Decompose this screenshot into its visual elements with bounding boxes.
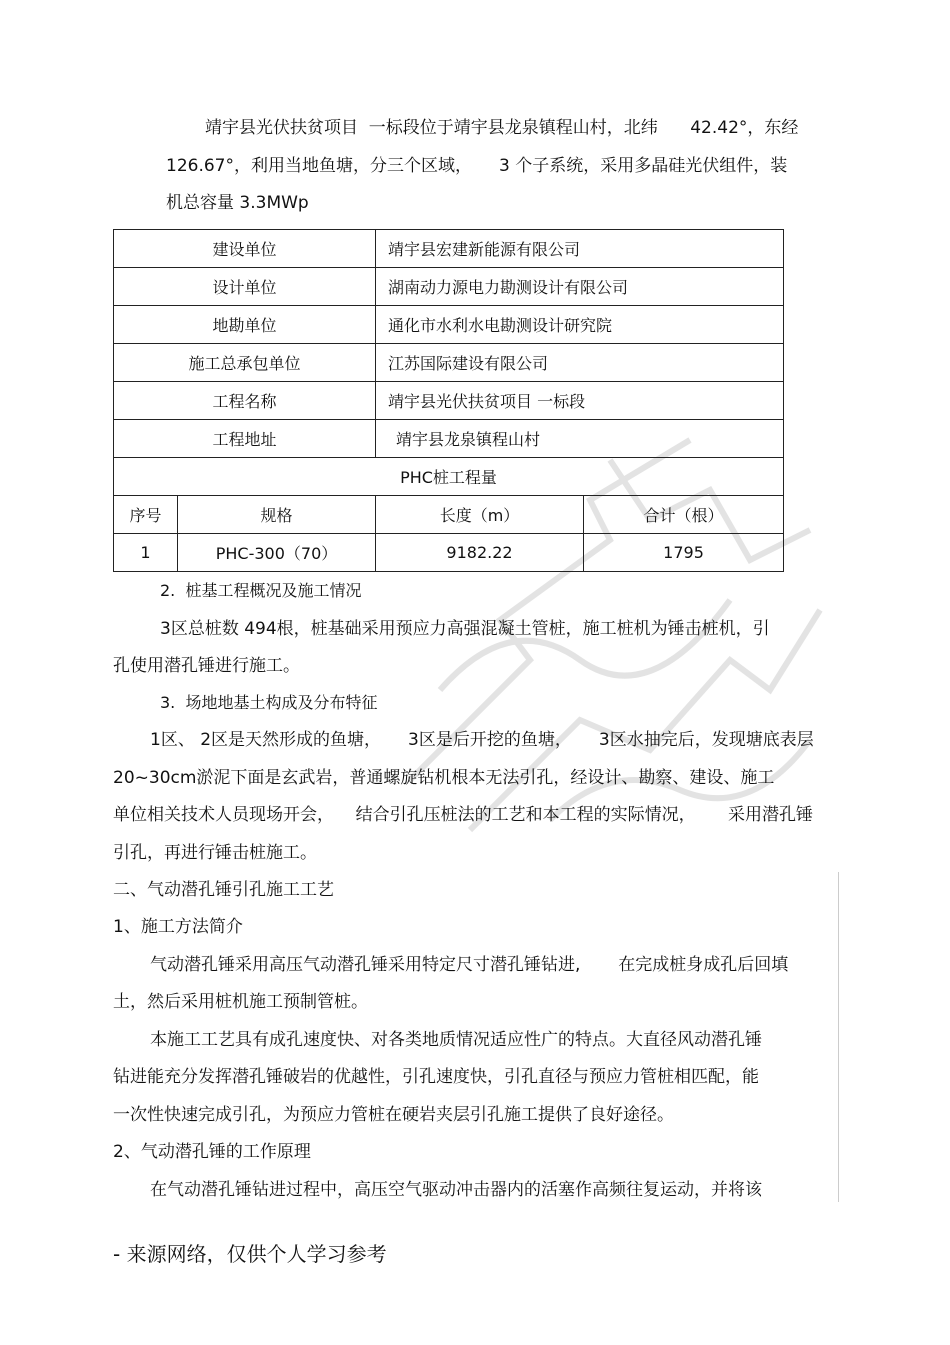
table-row: [114, 458, 784, 496]
table-row: [114, 306, 784, 344]
table-row: [114, 420, 784, 458]
table-row: [114, 268, 784, 306]
info-value: 靖宇县光伏扶贫项目 一标段: [376, 382, 784, 420]
info-label: 施工总承包单位: [114, 344, 376, 382]
column-header: 序号: [114, 496, 178, 534]
paragraph-1-line-2: 土，然后采用桩机施工预制管桩。: [113, 992, 368, 1012]
section-3-line-1: 1区、 2区是天然形成的鱼塘， 3区是后开挖的鱼塘， 3区水抽完后，发现塘底表层: [150, 730, 814, 750]
column-header: 合计（根）: [584, 496, 784, 534]
info-value: 靖宇县宏建新能源有限公司: [376, 230, 784, 268]
info-value: 湖南动力源电力勘测设计有限公司: [376, 268, 784, 306]
section-3-line-4: 引孔，再进行锤击桩施工。: [113, 843, 317, 863]
section-2-line-1: 3区总桩数 494根，桩基础采用预应力高强混凝土管桩，施工桩机为锤击桩机，引: [160, 619, 770, 639]
info-value: 江苏国际建设有限公司: [376, 344, 784, 382]
intro-line-2: 126.67°，利用当地鱼塘，分三个区域， 3 个子系统，采用多晶硅光伏组件，装: [166, 156, 788, 176]
info-label: 工程地址: [114, 420, 376, 458]
intro-line-1: 靖宇县光伏扶贫项目 一标段位于靖宇县龙泉镇程山村，北纬 42.42°，东经: [205, 118, 799, 138]
paragraph-3-line-1: 在气动潜孔锤钻进过程中，高压空气驱动冲击器内的活塞作高频往复运动，并将该: [150, 1180, 762, 1200]
table-cell: 1795: [584, 534, 784, 572]
paragraph-1-line-1: 气动潜孔锤采用高压气动潜孔锤采用特定尺寸潜孔锤钻进, 在完成桩身成孔后回填: [150, 955, 789, 975]
table-header-row: [114, 496, 784, 534]
section-3-line-2: 20~30cm淤泥下面是玄武岩，普通螺旋钻机根本无法引孔，经设计、勘察、建设、施工: [113, 768, 775, 788]
info-label: 工程名称: [114, 382, 376, 420]
table-row: [114, 230, 784, 268]
paragraph-2-line-1: 本施工工艺具有成孔速度快、对各类地质情况适应性广的特点。大直径风动潜孔锤: [150, 1030, 762, 1050]
info-label: 建设单位: [114, 230, 376, 268]
subsection-1-heading: 1、施工方法简介: [113, 917, 243, 937]
phc-title: PHC桩工程量: [114, 458, 784, 496]
table-row: [114, 534, 784, 572]
section-3-line-3: 单位相关技术人员现场开会， 结合引孔压桩法的工艺和本工程的实际情况， 采用潜孔锤: [113, 805, 814, 825]
info-value: 通化市水利水电勘测设计研究院: [376, 306, 784, 344]
info-label: 地勘单位: [114, 306, 376, 344]
project-info-table: [113, 229, 784, 572]
subsection-2-heading: 2、气动潜孔锤的工作原理: [113, 1142, 311, 1162]
table-cell: PHC-300（70）: [178, 534, 376, 572]
info-value: 靖宇县龙泉镇程山村: [376, 420, 784, 458]
table-row: [114, 344, 784, 382]
part-2-heading: 二、气动潜孔锤引孔施工工艺: [113, 880, 334, 900]
section-2-line-2: 孔使用潜孔锤进行施工。: [113, 656, 300, 676]
column-header: 长度（m）: [376, 496, 584, 534]
column-header: 规格: [178, 496, 376, 534]
table-cell: 1: [114, 534, 178, 572]
table-cell: 9182.22: [376, 534, 584, 572]
info-label: 设计单位: [114, 268, 376, 306]
paragraph-2-line-3: 一次性快速完成引孔，为预应力管桩在硬岩夹层引孔施工提供了良好途径。: [113, 1105, 674, 1125]
section-3-heading: 3. 场地地基土构成及分布特征: [160, 693, 378, 712]
table-row: [114, 382, 784, 420]
section-2-heading: 2. 桩基工程概况及施工情况: [160, 581, 362, 600]
intro-line-3: 机总容量 3.3MWp: [166, 193, 309, 213]
margin-line: [838, 872, 839, 1202]
footer-note: - 来源网络，仅供个人学习参考: [113, 1242, 387, 1266]
paragraph-2-line-2: 钻进能充分发挥潜孔锤破岩的优越性，引孔速度快，引孔直径与预应力管桩相匹配，能: [113, 1067, 759, 1087]
